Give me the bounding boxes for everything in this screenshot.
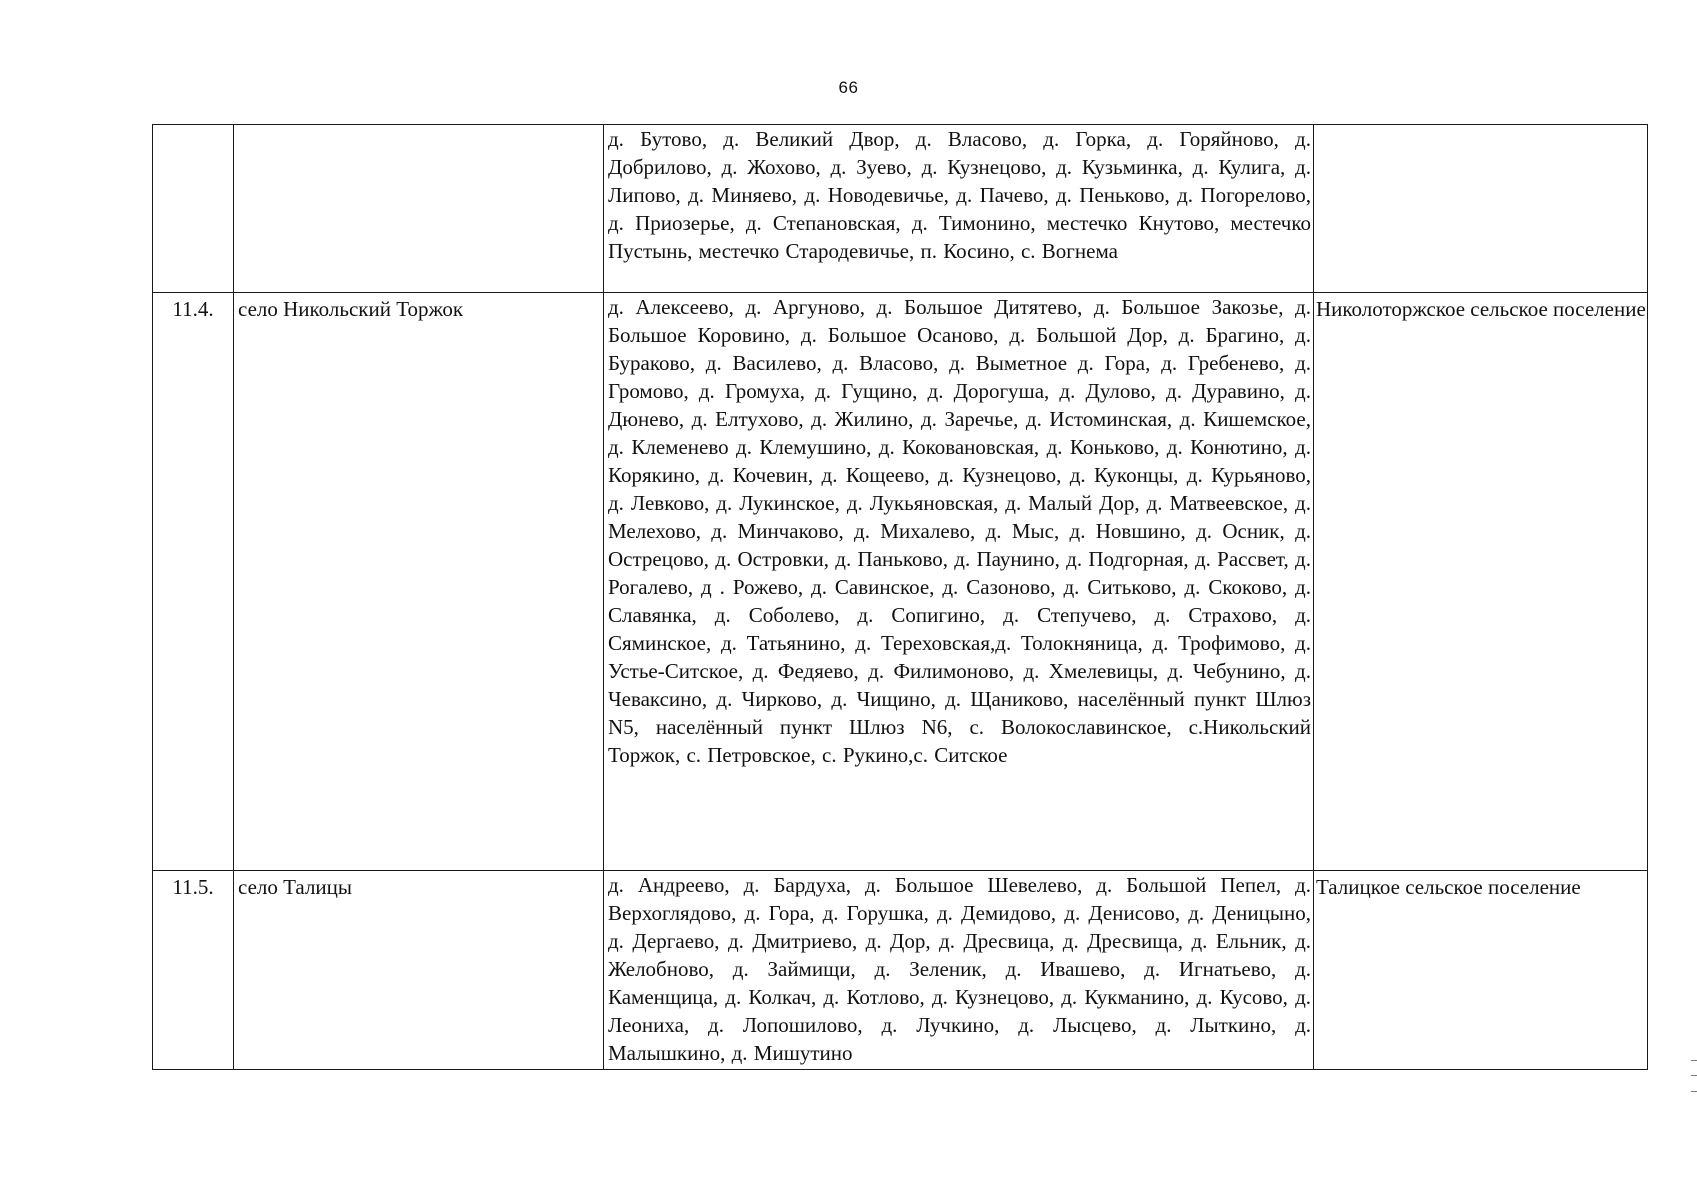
localities-list-cell: д. Бутово, д. Великий Двор, д. Власово, д. Горка, д. Горяйново, д. Добрилово, д. Жохово, д. Зуево, д. Кузнецово, д. Кузьминка, д. Кулига, д. Липово, д. Миняево, д. Новодевичье, д. Пачево, д. Пеньково, д. Погорелово, д. Приозерье, д. Степановская, д. Тимонино, местечко Кнутово, местечко Пустынь, местечко Стародевичье, п. Косино, с. Вогнема [604, 125, 1314, 293]
table-row [153, 293, 1648, 871]
admin-center-cell: село Никольский Торжок [234, 293, 604, 871]
admin-center-cell: село Талицы [234, 871, 604, 1070]
row-number-cell: 11.4. [153, 293, 234, 871]
row-number-cell: 11.5. [153, 871, 234, 1070]
table-row [153, 125, 1648, 293]
localities-list-cell: д. Андреево, д. Бардуха, д. Большое Шевелево, д. Большой Пепел, д. Верхоглядово, д. Гора, д. Горушка, д. Демидово, д. Денисово, д. Деницыно, д. Дергаево, д. Дмитриево, д. Дор, д. Дресвица, д. Дресвища, д. Ельник, д. Желобново, д. Займищи, д. Зеленик, д. Ивашево, д. Игнатьево, д. Каменщица, д. Колкач, д. Котлово, д. Кузнецово, д. Кукманино, д. Кусово, д. Леониха, д. Лопошилово, д. Лучкино, д. Лысцево, д. Лыткино, д. Малышкино, д. Мишутино [604, 871, 1314, 1070]
table-row [153, 871, 1648, 1070]
row-number-cell [153, 125, 234, 293]
settlements-table [152, 124, 1648, 1070]
settlement-name-cell: Николоторжское сельское поселение [1314, 293, 1648, 871]
settlement-name-cell: Талицкое сельское поселение [1314, 871, 1648, 1070]
scan-edge-marks [1691, 1060, 1697, 1092]
admin-center-cell [234, 125, 604, 293]
localities-list-cell: д. Алексеево, д. Аргуново, д. Большое Дитятево, д. Большое Закозье, д. Большое Коровино, д. Большое Осаново, д. Большой Дор, д. Брагино, д. Бураково, д. Василево, д. Власово, д. Выметное д. Гора, д. Гребенево, д. Громово, д. Громуха, д. Гущино, д. Дорогуша, д. Дулово, д. Дуравино, д. Дюнево, д. Елтухово, д. Жилино, д. Заречье, д. Истоминская, д. Кишемское, д. Клеменево д. Клемушино, д. Коковановская, д. Коньково, д. Конютино, д. Корякино, д. Кочевин, д. Кощеево, д. Кузнецово, д. Куконцы, д. Курьяново, д. Левково, д. Лукинское, д. Лукьяновская, д. Малый Дор, д. Матвеевское, д. Мелехово, д. Минчаково, д. Михалево, д. Мыс, д. Новшино, д. Осник, д. Острецово, д. Островки, д. Паньково, д. Паунино, д. Подгорная, д. Рассвет, д. Рогалево, д . Рожево, д. Савинское, д. Сазоново, д. Ситьково, д. Скоково, д. Славянка, д. Соболево, д. Сопигино, д. Степучево, д. Страхово, д. Сяминское, д. Татьянино, д. Тереховская,д. Толокняница, д. Трофимово, д. Устье-Ситское, д. Федяево, д. Филимоново, д. Хмелевицы, д. Чебунино, д. Чеваксино, д. Чирково, д. Чищино, д. Щаниково, населённый пункт Шлюз N5, населённый пункт Шлюз N6, с. Волокославинское, с.Никольский Торжок, с. Петровское, с. Рукино,с. Ситское [604, 293, 1314, 871]
page-number: 66 [838, 78, 859, 97]
settlement-name-cell [1314, 125, 1648, 293]
